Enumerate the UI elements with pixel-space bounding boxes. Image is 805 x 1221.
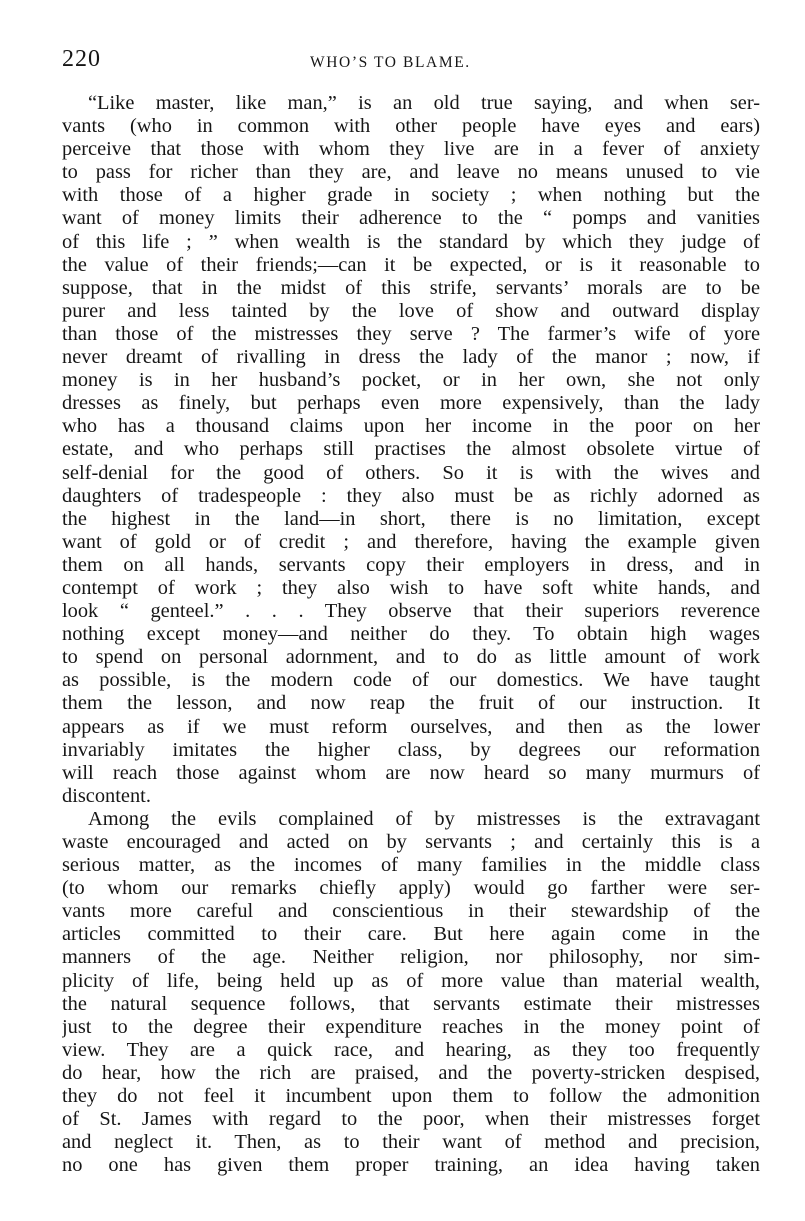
text-line: appears as if we must reform ourselves, and then as the lower (62, 715, 760, 738)
text-line: money is in her husband’s pocket, or in her own, she not only (62, 369, 760, 392)
text-line: Among the evils complained of by mistresses is the extravagant (88, 807, 760, 830)
text-line: the value of their friends;—can it be expected, or is it reasonable to (62, 253, 760, 276)
text-line: vants more careful and conscientious in their stewardship of the (62, 900, 760, 923)
text-line: view. They are a quick race, and hearing, as they too frequently (62, 1038, 760, 1061)
paragraph-1 (62, 92, 760, 808)
text-line: who has a thousand claims upon her income in the poor on her (62, 415, 760, 438)
text-line: discontent. (62, 784, 151, 807)
text-line: as possible, is the modern code of our domestics. We have taught (62, 669, 760, 692)
paragraph-2 (62, 808, 760, 1178)
body-text (62, 92, 760, 1177)
text-line: articles committed to their care. But here again come in the (62, 923, 760, 946)
text-line: of this life ; ” when wealth is the standard by which they judge of (62, 230, 760, 253)
text-line: never dreamt of rivalling in dress the lady of the manor ; now, if (62, 346, 760, 369)
text-line: waste encouraged and acted on by servants ; and certainly this is a (62, 831, 760, 853)
text-line: (to whom our remarks chiefly apply) would go farther were ser- (62, 877, 760, 900)
text-line: will reach those against whom are now heard so many murmurs of (62, 761, 760, 784)
text-line: just to the degree their expenditure reaches in the money point of (62, 1015, 760, 1038)
text-line: they do not feel it incumbent upon them to follow the admonition (62, 1085, 760, 1108)
text-line: perceive that those with whom they live are in a fever of anxiety (62, 138, 760, 161)
text-line: plicity of life, being held up as of more value than material wealth, (62, 969, 760, 992)
text-line: dresses as finely, but perhaps even more expensively, than the lady (62, 392, 760, 415)
text-line: to pass for richer than they are, and leave no means unused to vie (62, 161, 760, 184)
page-header (62, 44, 760, 78)
text-line: of St. James with regard to the poor, when their mistresses forget (62, 1108, 760, 1131)
text-line: them the lesson, and now reap the fruit of our instruction. It (62, 692, 760, 715)
text-line: with those of a higher grade in society ; when nothing but the (62, 184, 760, 207)
text-line: suppose, that in the midst of this strife, servants’ morals are to be (62, 276, 760, 299)
running-title: WHO’S TO BLAME. (310, 54, 471, 71)
text-line: do hear, how the rich are praised, and the poverty-stricken despised, (62, 1061, 760, 1084)
text-line: “Like master, like man,” is an old true saying, and when ser- (88, 92, 760, 114)
text-line: daughters of tradespeople : they also must be as richly adorned as (62, 484, 760, 507)
text-line: purer and less tainted by the love of show and outward display (62, 299, 760, 322)
text-line: vants (who in common with other people have eyes and ears) (62, 115, 760, 138)
text-line: the natural sequence follows, that servants estimate their mistresses (62, 992, 760, 1015)
text-line: self-denial for the good of others. So it is with the wives and (62, 461, 760, 484)
text-line: them on all hands, servants copy their employers in dress, and in (62, 553, 760, 576)
text-line: manners of the age. Neither religion, nor philosophy, nor sim- (62, 946, 760, 969)
text-line: no one has given them proper training, an idea having taken (62, 1154, 760, 1177)
text-line: serious matter, as the incomes of many families in the middle class (62, 854, 760, 877)
text-line: and neglect it. Then, as to their want of method and precision, (62, 1131, 760, 1154)
text-line: want of gold or of credit ; and therefore, having the example given (62, 530, 760, 553)
text-line: look “ genteel.” . . . They observe that their superiors reverence (62, 600, 760, 623)
text-line: want of money limits their adherence to the “ pomps and vanities (62, 207, 760, 230)
text-line: than those of the mistresses they serve ? The farmer’s wife of yore (62, 322, 760, 345)
text-line: invariably imitates the higher class, by degrees our reformation (62, 738, 760, 761)
text-line: to spend on personal adornment, and to do as little amount of work (62, 646, 760, 669)
text-line: contempt of work ; they also wish to have soft white hands, and (62, 576, 760, 599)
page-number: 220 (62, 46, 101, 72)
text-line: estate, and who perhaps still practises the almost obsolete virtue of (62, 438, 760, 461)
text-line: the highest in the land—in short, there is no limitation, except (62, 507, 760, 530)
text-line: nothing except money—and neither do they. To obtain high wages (62, 623, 760, 646)
